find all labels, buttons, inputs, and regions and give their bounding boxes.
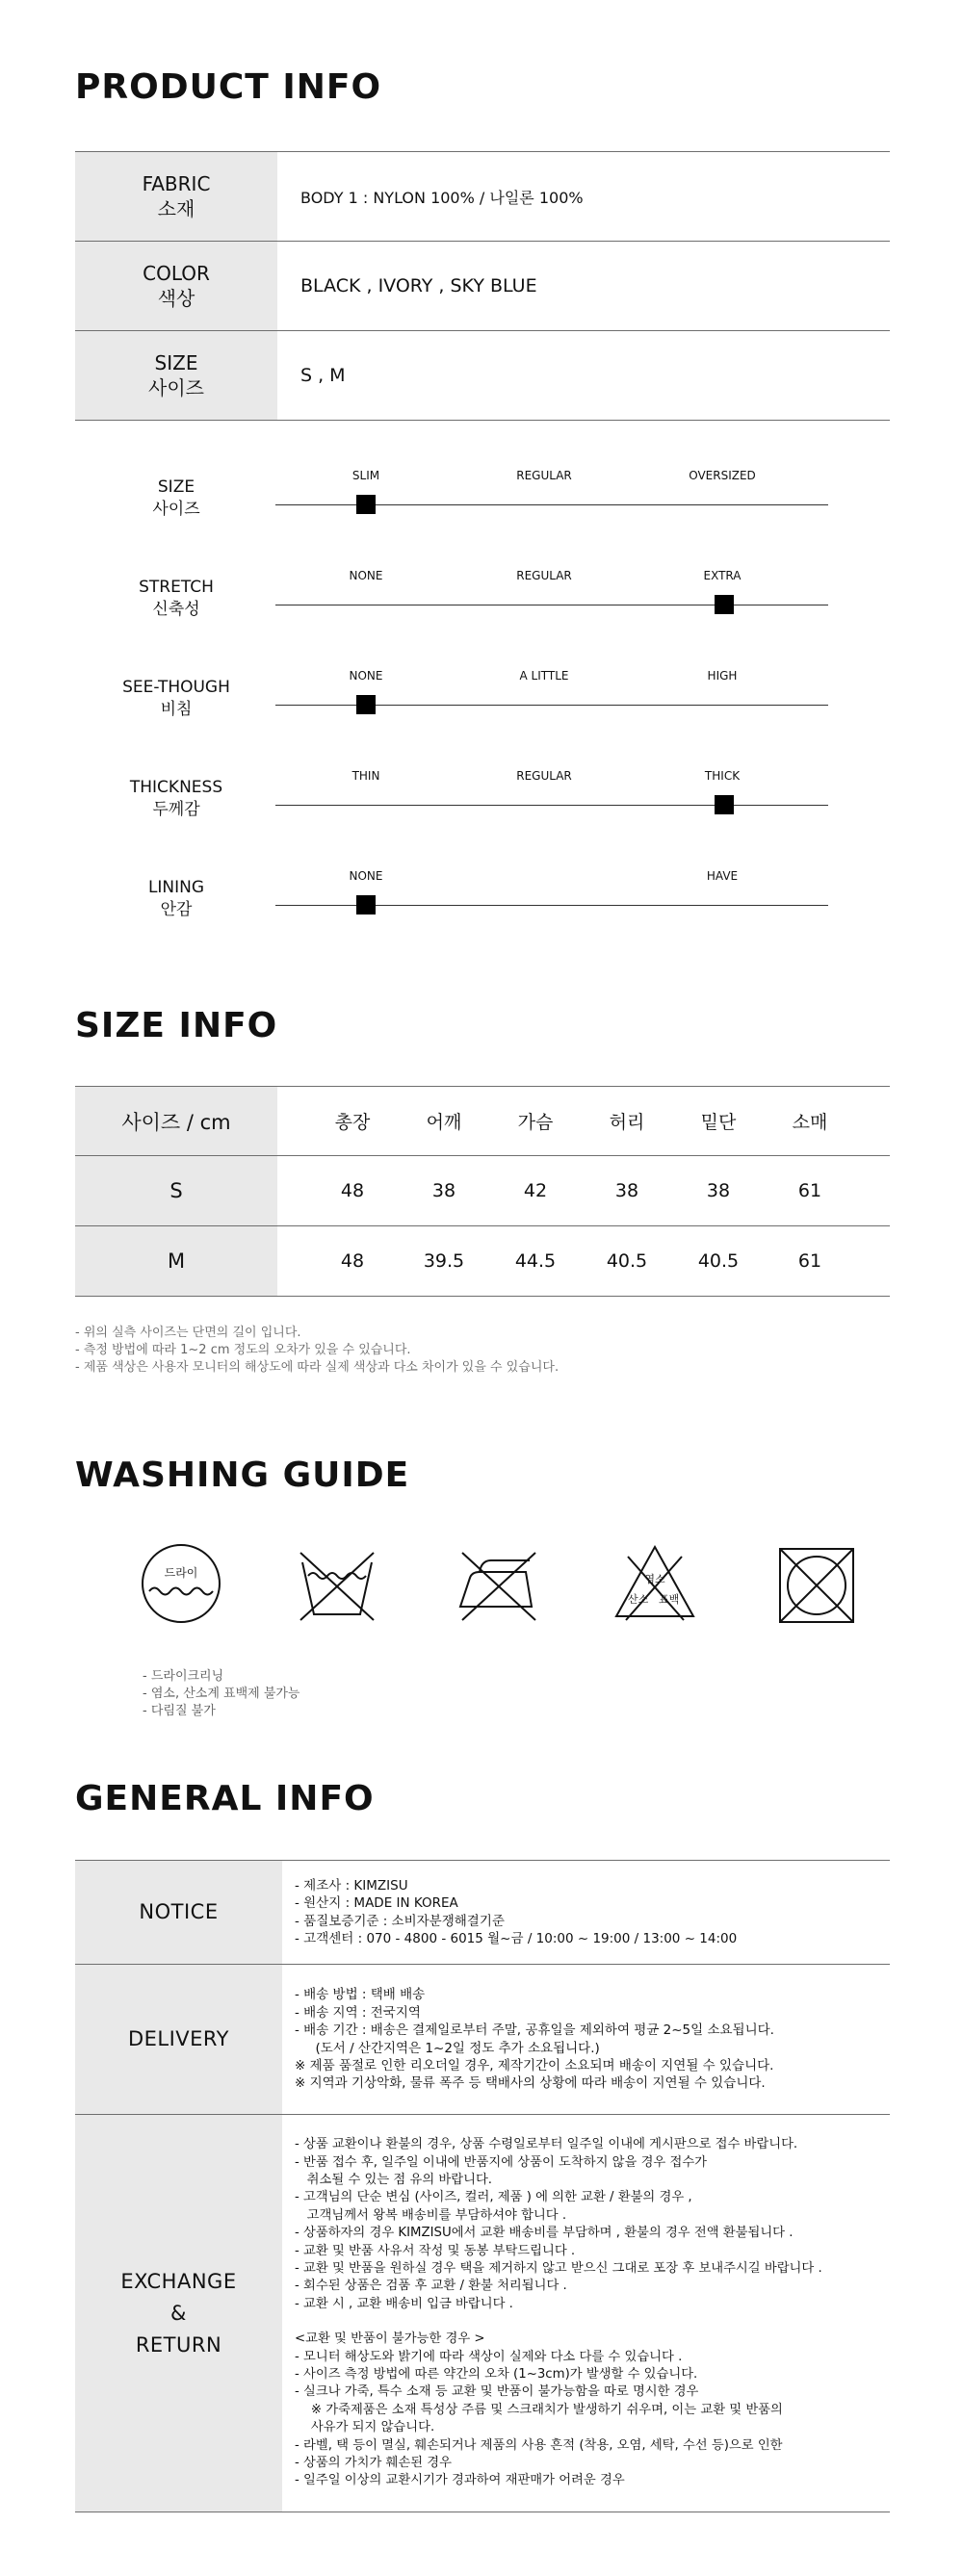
exchange-return-row [75, 2115, 890, 2512]
lining-label: LINING 안감 [147, 878, 205, 919]
washing-notes [143, 1668, 300, 1720]
thickness-tick: THIN [351, 769, 380, 783]
fabric-row [75, 152, 890, 241]
see-through-label: SEE-THOUGH 비침 [122, 678, 230, 719]
exchange-line: - 반품 접수 후, 일주일 이내에 반품지에 상품이 도착하지 않을 경우 접수가 [295, 2154, 708, 2170]
table-cell: 44.5 [514, 1250, 557, 1272]
exchange-line: - 상품 교환이나 환불의 경우, 상품 수령일로부터 일주일 이내에 게시판으로 접수 바랍니다. [295, 2137, 798, 2152]
delivery-line: ※ 지역과 기상악화, 물류 폭주 등 택배사의 상황에 따라 배송이 지연될 수 있습니다. [295, 2075, 766, 2092]
size-row-label: S [75, 1156, 277, 1225]
size-label-cell [75, 331, 277, 420]
fabric-label-en: FABRIC [142, 172, 211, 195]
size-row [75, 331, 890, 420]
thickness-label: THICKNESS 두께감 [129, 778, 223, 819]
divider [75, 1296, 890, 1297]
no-tumble-dry-icon [768, 1535, 865, 1632]
fabric-label-cell [75, 152, 277, 241]
table-cell: 40.5 [697, 1250, 740, 1272]
washing-guide-title: WASHING GUIDE [75, 1455, 410, 1495]
see-through-tick: A LITTLE [519, 669, 569, 683]
size-row-label: M [75, 1226, 277, 1296]
size-notes [75, 1325, 559, 1377]
exchange-line: 취소될 수 있는 점 유의 바랍니다. [295, 2172, 493, 2187]
lining-tick: NONE [349, 869, 383, 883]
stretch-tick: EXTRA [703, 569, 742, 582]
notice-row [75, 1861, 890, 1964]
color-row [75, 242, 890, 330]
delivery-line: - 배송 방법 : 택배 배송 [295, 1987, 426, 2003]
table-cell: 40.5 [606, 1250, 648, 1272]
fit-size-label: SIZE 사이즈 [152, 477, 200, 519]
table-cell: 38 [706, 1180, 731, 1201]
see-through-tick: NONE [349, 669, 383, 683]
exchange-line: <교환 및 반품이 불가능한 경우 > [295, 2331, 485, 2347]
stretch-label: STRETCH 신축성 [139, 578, 214, 619]
exchange-line: - 교환 및 반품 사유서 작성 및 동봉 부탁드립니다 . [295, 2243, 576, 2258]
column-header: 어깨 [426, 1112, 462, 1133]
exchange-line: - 회수된 상품은 검품 후 교환 / 환불 처리됩니다 . [295, 2279, 567, 2294]
table-cell: 42 [523, 1180, 548, 1201]
delivery-content [295, 1965, 774, 2114]
size-label-en: SIZE [154, 351, 198, 374]
delivery-line: - 배송 기간 : 배송은 결제일로부터 주말, 공휴일을 제외하여 평균 2~5일 소요됩니다. [295, 2022, 774, 2039]
size-table-header-label: 사이즈 / cm [75, 1087, 277, 1155]
exchange-line: 사유가 되지 않습니다. [295, 2420, 435, 2435]
notice-content [295, 1861, 737, 1964]
table-cell: 48 [340, 1250, 365, 1272]
size-table-header [75, 1087, 890, 1155]
exchange-line: - 교환 및 반품을 원하실 경우 택을 제거하지 않고 받으신 그대로 포장 후 보내주시길 바랍니다 . [295, 2260, 822, 2276]
column-header: 가슴 [517, 1112, 554, 1133]
column-header: 허리 [609, 1112, 645, 1133]
color-label-cell [75, 242, 277, 330]
see-through-tick: HIGH [707, 669, 738, 683]
thickness-marker [715, 795, 734, 814]
fit-size-tick: SLIM [351, 469, 380, 482]
lining-marker [356, 895, 376, 914]
notice-line: - 원산지 : MADE IN KOREA [295, 1895, 458, 1912]
exchange-line: - 일주일 이상의 교환시기가 경과하여 재판매가 어려운 경우 [295, 2473, 625, 2488]
fit-size-tick: REGULAR [516, 469, 572, 482]
general-info-title: GENERAL INFO [75, 1779, 375, 1818]
exchange-line: - 고객님의 단순 변심 (사이즈, 컬러, 제품 ) 에 의한 교환 / 환불의 경우 , [295, 2190, 692, 2205]
exchange-line: 고객님께서 왕복 배송비를 부담하셔야 합니다 . [295, 2207, 567, 2223]
note-line: - 드라이크리닝 [143, 1669, 224, 1684]
stretch-tick: NONE [349, 569, 383, 582]
divider [75, 420, 890, 421]
fabric-value: BODY 1 : NYLON 100% / 나일론 100% [300, 188, 584, 207]
dry-clean-icon: 드라이 [133, 1535, 229, 1632]
delivery-line: ※ 제품 품절로 인한 리오더일 경우, 제작기간이 소요되며 배송이 지연될 수 있습니다. [295, 2057, 774, 2074]
note-line: - 제품 색상은 사용자 모니터의 해상도에 따라 실제 색상과 다소 차이가 있을 수 있습니다. [75, 1360, 560, 1375]
stretch-tick: REGULAR [516, 569, 572, 582]
notice-label: NOTICE [75, 1861, 282, 1964]
column-header: 총장 [334, 1112, 371, 1133]
exchange-line: - 모니터 해상도와 밝기에 따라 색상이 실제와 다소 다를 수 있습니다 . [295, 2349, 683, 2364]
thickness-tick: THICK [704, 769, 741, 783]
notice-line: - 품질보증기준 : 소비자분쟁해결기준 [295, 1913, 505, 1929]
color-value: BLACK , IVORY , SKY BLUE [300, 275, 537, 296]
fit-size-tick: OVERSIZED [689, 469, 756, 482]
note-line: - 다림질 불가 [143, 1704, 216, 1718]
table-cell: 61 [797, 1250, 822, 1272]
product-info-title: PRODUCT INFO [75, 67, 382, 107]
table-cell: 61 [797, 1180, 822, 1201]
table-cell: 39.5 [423, 1250, 465, 1272]
note-line: - 위의 실측 사이즈는 단면의 길이 입니다. [75, 1326, 301, 1340]
table-row [75, 1156, 890, 1225]
exchange-line: - 사이즈 측정 방법에 따른 약간의 오차 (1~3cm)가 발생할 수 있습니다. [295, 2367, 698, 2383]
exchange-line [295, 2313, 822, 2331]
table-cell: 48 [340, 1180, 365, 1201]
no-iron-icon [449, 1535, 545, 1632]
table-cell: 38 [431, 1180, 456, 1201]
exchange-line: - 실크나 가죽, 특수 소재 등 교환 및 반품이 불가능함을 따로 명시한 경우 [295, 2384, 699, 2400]
notice-line: - 고객센터 : 070 - 4800 - 6015 월~금 / 10:00 ~ 19:00 / 13:00 ~ 14:00 [295, 1930, 738, 1946]
delivery-line: (도서 / 산간지역은 1~2일 정도 추가 소요됩니다.) [295, 2040, 600, 2056]
see-through-marker [356, 695, 376, 714]
table-row [75, 1226, 890, 1296]
note-line: - 측정 방법에 따라 1~2 cm 정도의 오차가 있을 수 있습니다. [75, 1343, 411, 1357]
lining-tick: HAVE [706, 869, 739, 883]
note-line: - 염소, 산소계 표백제 불가능 [143, 1687, 300, 1701]
fit-size-marker [356, 495, 376, 514]
exchange-line: - 상품의 가치가 훼손된 경우 [295, 2456, 452, 2471]
column-header: 소매 [792, 1112, 828, 1133]
size-value: S , M [300, 365, 346, 386]
exchange-return-label: EXCHANGE & RETURN [75, 2115, 282, 2512]
size-label-ko: 사이즈 [148, 376, 204, 399]
delivery-row [75, 1965, 890, 2114]
exchange-line: ※ 가죽제품은 소재 특성상 주름 및 스크래치가 발생하기 쉬우며, 이는 교환 및 반품의 [295, 2402, 783, 2417]
color-label-ko: 색상 [157, 287, 195, 310]
table-cell: 38 [614, 1180, 639, 1201]
color-label-en: COLOR [143, 262, 210, 285]
notice-line: - 제조사 : KIMZISU [295, 1877, 408, 1893]
exchange-line: - 상품하자의 경우 KIMZISU에서 교환 배송비를 부담하며 , 환불의 경우 전액 환불됩니다 . [295, 2226, 794, 2241]
exchange-line: - 라벨, 택 등이 멸실, 훼손되거나 제품의 사용 흔적 (착용, 오염, 세탁, 수선 등)으로 인한 [295, 2437, 783, 2453]
fabric-label-ko: 소재 [157, 197, 195, 220]
thickness-track [275, 805, 828, 806]
stretch-marker [715, 595, 734, 614]
size-info-title: SIZE INFO [75, 1006, 278, 1045]
delivery-line: - 배송 지역 : 전국지역 [295, 2004, 421, 2021]
exchange-return-content [295, 2115, 822, 2512]
no-wash-icon [289, 1535, 385, 1632]
no-bleach-icon: 염소 산소 표백 [607, 1535, 703, 1632]
delivery-label: DELIVERY [75, 1965, 282, 2114]
thickness-tick: REGULAR [516, 769, 572, 783]
exchange-line: - 교환 시 , 교환 배송비 입금 바랍니다 . [295, 2296, 513, 2311]
column-header: 밑단 [700, 1112, 737, 1133]
